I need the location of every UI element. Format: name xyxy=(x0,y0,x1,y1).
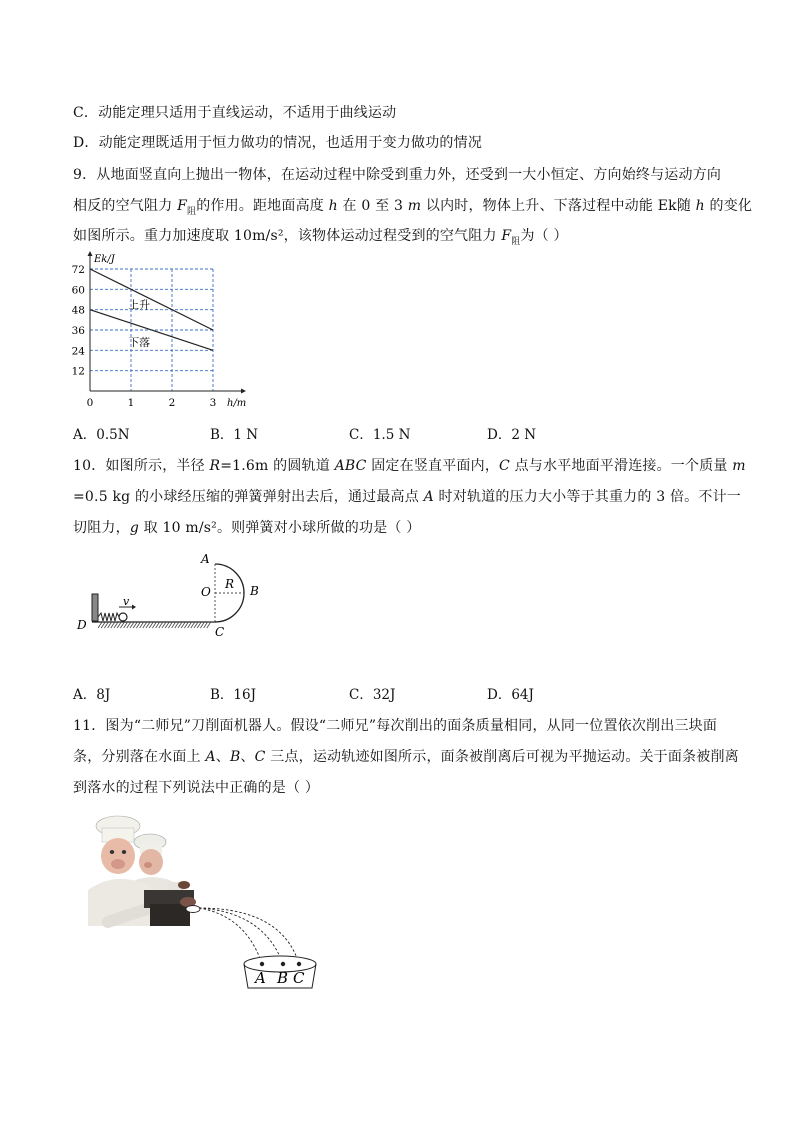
q10-option-a: A．8J xyxy=(73,687,111,703)
landing-point-b xyxy=(281,962,285,966)
landing-point-c xyxy=(297,962,301,966)
point-label-c: C xyxy=(293,969,305,987)
label-c: C xyxy=(215,625,225,639)
ball xyxy=(119,613,127,621)
blade xyxy=(186,906,200,913)
x-tick-label: 1 xyxy=(127,397,135,409)
q9-option-a: A．0.5N xyxy=(73,427,130,443)
point-label-b: B xyxy=(277,969,289,987)
y-tick-label: 24 xyxy=(71,345,85,358)
q10-option-b: B．16J xyxy=(210,687,257,703)
y-tick-label: 36 xyxy=(71,325,85,337)
x-axis-label: h/m xyxy=(227,398,247,409)
chart-axes xyxy=(88,251,247,394)
q11-text-line3: 到落水的过程下列说法中正确的是（ ） xyxy=(73,780,320,796)
label-r: R xyxy=(225,577,235,591)
label-d: D xyxy=(77,618,87,632)
q11-text-line1: 11．图为“二师兄”刀削面机器人。假设“二师兄”每次削出的面条质量相同，从同一位置依次削出三块面 xyxy=(73,718,718,734)
y-tick-label: 72 xyxy=(71,264,85,276)
y-tick-label: 60 xyxy=(71,284,85,297)
ground-hatch xyxy=(98,622,211,628)
y-tick-label: 12 xyxy=(71,365,85,378)
series-line-1 xyxy=(90,310,213,351)
q10-text-line3: 切阻力，g 取 10 m/s²。则弹簧对小球所做的功是（ ） xyxy=(73,520,421,536)
q8-option-d: D．动能定理既适用于恒力做功的情况，也适用于变力做功的情况 xyxy=(73,135,483,151)
q10-option-d: D．64J xyxy=(487,687,534,703)
y-tick-label: 48 xyxy=(71,304,85,317)
q8-option-c: C．动能定理只适用于直线运动，不适用于曲线运动 xyxy=(73,105,397,121)
q9-text-line1: 9．从地面竖直向上抛出一物体，在运动过程中除受到重力外，还受到一大小恒定、方向始终与运动方向 xyxy=(73,167,722,183)
trajectory-b xyxy=(199,908,283,964)
q9-text-line3: 如图所示。重力加速度取 10m/s²，该物体运动过程受到的空气阻力 $F_阻$为（ ） xyxy=(73,228,568,247)
label-v: v xyxy=(123,595,130,608)
label-b: B xyxy=(250,584,259,598)
point-label-a: A xyxy=(255,969,266,987)
label-a: A xyxy=(201,552,210,566)
q9-option-c: C．1.5 N xyxy=(349,427,411,443)
wall xyxy=(92,594,98,621)
robot-front xyxy=(88,816,196,926)
circular-track-figure xyxy=(70,548,270,640)
y-axis-label: Ek/J xyxy=(94,254,115,265)
x-axis-arrow xyxy=(241,389,246,394)
q10-option-c: C．32J xyxy=(349,687,396,703)
q9-option-b: B．1 N xyxy=(210,427,259,443)
velocity-arrowhead xyxy=(132,605,136,610)
noodle-robot-figure xyxy=(88,812,333,997)
q9-option-d: D．2 N xyxy=(487,427,537,443)
chart-labels xyxy=(72,254,247,409)
series-label-1: 下落 xyxy=(128,336,151,349)
spring xyxy=(98,613,120,621)
q9-text-line2: 相反的空气阻力 $F_阻$的作用。距地面高度 h 在 0 至 3 m 以内时，物体上升、下落过程中动能 Ek随 h 的变化 xyxy=(73,198,753,217)
landing-point-a xyxy=(260,962,264,966)
x-tick-label: 2 xyxy=(168,397,176,409)
label-o: O xyxy=(201,585,211,599)
q10-text-line1: 10．如图所示，半径 R=1.6m 的圆轨道 ABC 固定在竖直平面内，C 点与水平地面平滑连接。一个质量 m xyxy=(73,458,746,474)
x-tick-label: 0 xyxy=(86,397,94,409)
series-label-0: 上升 xyxy=(128,298,151,312)
q10-text-line2: =0.5 kg 的小球经压缩的弹簧弹射出去后，通过最高点 A 时对轨道的压力大小等于其重力的 3 倍。不计一 xyxy=(73,489,741,505)
y-axis-arrow xyxy=(88,251,93,256)
x-tick-label: 3 xyxy=(209,397,217,409)
energy-height-chart xyxy=(60,250,260,420)
series-line-0 xyxy=(90,269,213,330)
q11-text-line2: 条，分别落在水面上 A、B、C 三点，运动轨迹如图所示，面条被削离后可视为平抛运动。关于面条被削离 xyxy=(73,749,739,765)
